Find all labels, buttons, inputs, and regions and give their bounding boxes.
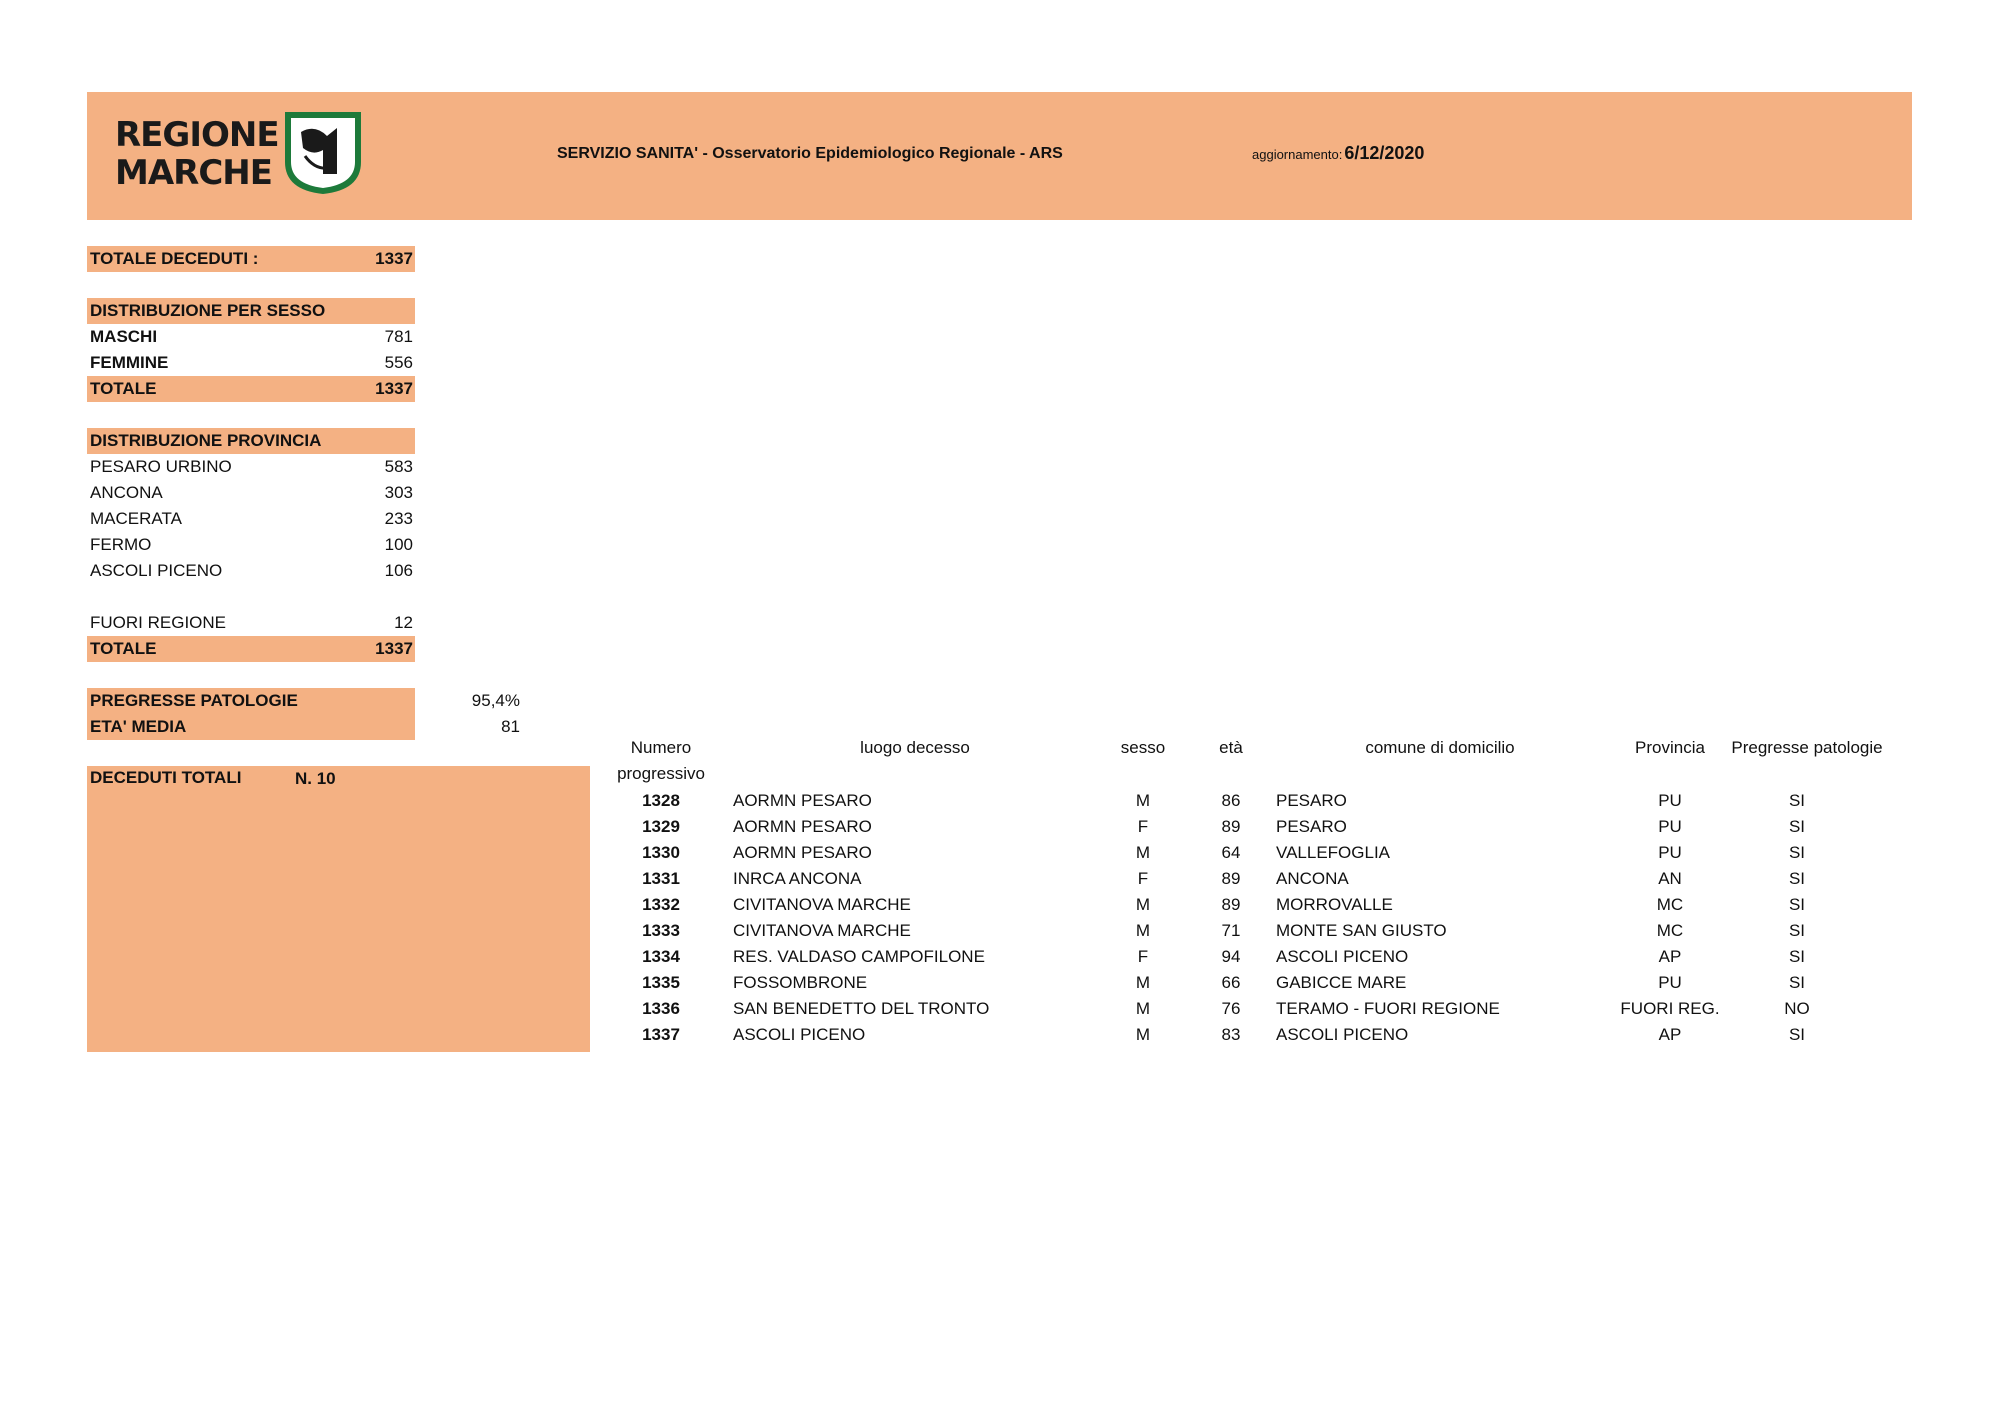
femmine-label: FEMMINE xyxy=(90,353,169,372)
cell-eta: 64 xyxy=(1221,843,1241,862)
svg-text:REGIONE: REGIONE xyxy=(115,115,279,155)
cell-sesso: M xyxy=(1135,791,1151,810)
cell-sesso: M xyxy=(1135,921,1151,940)
provincia-total-label: TOTALE xyxy=(90,639,157,658)
cell-eta: 66 xyxy=(1221,973,1241,992)
cell-sesso: M xyxy=(1135,1025,1151,1044)
cell-comune: GABICCE MARE xyxy=(1276,973,1407,992)
cell-comune: ANCONA xyxy=(1276,869,1349,888)
cell-luogo: AORMN PESARO xyxy=(733,843,872,862)
cell-luogo: SAN BENEDETTO DEL TRONTO xyxy=(733,999,990,1018)
cell-numero: 1330 xyxy=(642,843,680,862)
eta-media-label: ETA' MEDIA xyxy=(90,717,187,736)
header-provincia: Provincia xyxy=(1635,738,1705,757)
deceduti-totali-label: DECEDUTI TOTALI xyxy=(90,768,242,787)
cell-numero: 1333 xyxy=(642,921,680,940)
cell-eta: 89 xyxy=(1221,817,1241,836)
cell-patologie: SI xyxy=(1788,869,1806,888)
cell-eta: 89 xyxy=(1221,869,1241,888)
fuori-regione-label: FUORI REGIONE xyxy=(90,613,227,632)
provincia-label: MACERATA xyxy=(90,509,182,528)
update-date: 6/12/2020 xyxy=(1344,143,1425,163)
cell-patologie: NO xyxy=(1784,999,1810,1018)
cell-provincia: PU xyxy=(1658,973,1682,992)
cell-provincia: AN xyxy=(1658,869,1682,888)
cell-sesso: F xyxy=(1137,869,1149,888)
cell-luogo: CIVITANOVA MARCHE xyxy=(733,921,911,940)
cell-comune: TERAMO - FUORI REGIONE xyxy=(1276,999,1500,1018)
maschi-label: MASCHI xyxy=(90,327,158,346)
cell-luogo: CIVITANOVA MARCHE xyxy=(733,895,911,914)
cell-sesso: M xyxy=(1135,895,1151,914)
cell-sesso: M xyxy=(1135,843,1151,862)
header-comune: comune di domicilio xyxy=(1365,738,1515,757)
sesso-total-value: 1337 xyxy=(375,379,413,398)
cell-provincia: PU xyxy=(1658,843,1682,862)
cell-eta: 89 xyxy=(1221,895,1241,914)
cell-numero: 1334 xyxy=(642,947,680,966)
header-eta: età xyxy=(1219,738,1243,757)
cell-luogo: FOSSOMBRONE xyxy=(733,973,868,992)
provincia-value: 303 xyxy=(384,483,413,502)
cell-numero: 1331 xyxy=(642,869,680,888)
cell-patologie: SI xyxy=(1788,791,1806,810)
cell-eta: 76 xyxy=(1221,999,1241,1018)
header-numero xyxy=(598,738,724,784)
pregresse-value: 95,4% xyxy=(471,691,520,710)
provincia-label: ANCONA xyxy=(90,483,163,502)
deceduti-totali-count: N. 10 xyxy=(295,769,336,788)
cell-luogo: AORMN PESARO xyxy=(733,817,872,836)
cell-luogo: AORMN PESARO xyxy=(733,791,872,810)
cell-patologie: SI xyxy=(1788,921,1806,940)
deceduti-totali-band xyxy=(87,766,590,1052)
cell-eta: 94 xyxy=(1221,947,1241,966)
service-title: SERVIZIO SANITA' - Osservatorio Epidemiologico Regionale - ARS xyxy=(557,145,1063,162)
cell-numero: 1336 xyxy=(642,999,680,1018)
cell-numero: 1332 xyxy=(642,895,680,914)
cell-patologie: SI xyxy=(1788,947,1806,966)
cell-patologie: SI xyxy=(1788,973,1806,992)
provincia-label: FERMO xyxy=(90,535,152,554)
fuori-regione-value: 12 xyxy=(394,613,413,632)
cell-patologie: SI xyxy=(1788,1025,1806,1044)
femmine-value: 556 xyxy=(384,353,413,372)
cell-numero: 1335 xyxy=(642,973,680,992)
cell-numero: 1337 xyxy=(642,1025,680,1044)
cell-provincia: FUORI REG. xyxy=(1620,999,1720,1018)
header-patologie: Pregresse patologie xyxy=(1731,738,1883,757)
header-sesso: sesso xyxy=(1120,738,1166,757)
provincia-value: 583 xyxy=(384,457,413,476)
cell-luogo: RES. VALDASO CAMPOFILONE xyxy=(733,947,985,966)
cell-comune: ASCOLI PICENO xyxy=(1276,1025,1409,1044)
totale-deceduti-label: TOTALE DECEDUTI : xyxy=(90,249,259,268)
maschi-value: 781 xyxy=(384,327,413,346)
cell-patologie: SI xyxy=(1788,895,1806,914)
provincia-label: PESARO URBINO xyxy=(90,457,232,476)
cell-luogo: ASCOLI PICENO xyxy=(733,1025,866,1044)
cell-patologie: SI xyxy=(1788,817,1806,836)
cell-sesso: M xyxy=(1135,999,1151,1018)
update-label: aggiornamento: xyxy=(1252,147,1343,162)
cell-eta: 86 xyxy=(1221,791,1241,810)
provincia-total-value: 1337 xyxy=(375,639,413,658)
cell-numero: 1328 xyxy=(642,791,680,810)
cell-comune: MONTE SAN GIUSTO xyxy=(1276,921,1447,940)
provincia-value: 233 xyxy=(384,509,413,528)
header-numero-line2: progressivo xyxy=(617,764,705,783)
cell-provincia: PU xyxy=(1658,791,1682,810)
cell-numero: 1329 xyxy=(642,817,680,836)
pregresse-label: PREGRESSE PATOLOGIE xyxy=(90,691,298,710)
sesso-title: DISTRIBUZIONE PER SESSO xyxy=(90,301,326,320)
cell-comune: ASCOLI PICENO xyxy=(1276,947,1409,966)
cell-comune: VALLEFOGLIA xyxy=(1276,843,1391,862)
regione-marche-logo xyxy=(115,110,365,194)
svg-text:MARCHE: MARCHE xyxy=(115,153,272,193)
provincia-title: DISTRIBUZIONE PROVINCIA xyxy=(90,431,322,450)
cell-comune: PESARO xyxy=(1276,817,1347,836)
update-info xyxy=(1252,143,1424,164)
cell-luogo: INRCA ANCONA xyxy=(733,869,862,888)
cell-sesso: M xyxy=(1135,973,1151,992)
cell-sesso: F xyxy=(1137,817,1149,836)
cell-eta: 83 xyxy=(1221,1025,1241,1044)
cell-provincia: AP xyxy=(1658,1025,1682,1044)
cell-provincia: MC xyxy=(1656,895,1684,914)
eta-media-value: 81 xyxy=(501,717,520,736)
sesso-total-label: TOTALE xyxy=(90,379,157,398)
provincia-value: 106 xyxy=(384,561,413,580)
cell-provincia: MC xyxy=(1656,921,1684,940)
header-luogo: luogo decesso xyxy=(860,738,970,757)
cell-provincia: AP xyxy=(1658,947,1682,966)
totale-deceduti-value: 1337 xyxy=(375,249,413,268)
cell-sesso: F xyxy=(1137,947,1149,966)
cell-comune: MORROVALLE xyxy=(1276,895,1393,914)
cell-eta: 71 xyxy=(1221,921,1241,940)
provincia-label: ASCOLI PICENO xyxy=(90,561,223,580)
cell-patologie: SI xyxy=(1788,843,1806,862)
header-numero-line1: Numero xyxy=(630,738,692,757)
shield-emblem-icon xyxy=(285,112,361,194)
provincia-value: 100 xyxy=(384,535,413,554)
cell-comune: PESARO xyxy=(1276,791,1347,810)
cell-provincia: PU xyxy=(1658,817,1682,836)
